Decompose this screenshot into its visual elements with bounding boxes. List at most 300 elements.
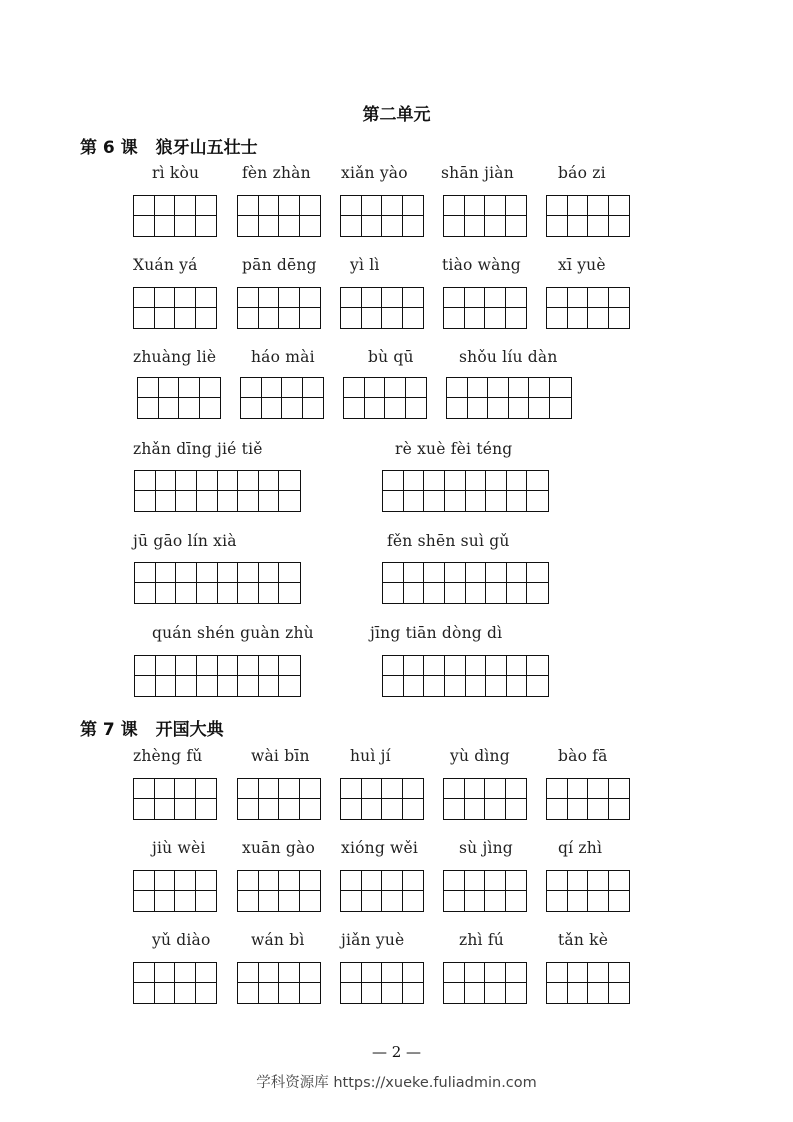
grid-cell[interactable]	[300, 871, 321, 891]
grid-cell[interactable]	[135, 583, 156, 603]
grid-cell[interactable]	[259, 196, 280, 216]
grid-cell[interactable]	[300, 308, 321, 328]
grid-cell[interactable]	[238, 216, 259, 236]
grid-cell[interactable]	[196, 871, 217, 891]
writing-grid[interactable]	[443, 778, 527, 820]
grid-cell[interactable]	[218, 656, 239, 676]
grid-cell[interactable]	[279, 871, 300, 891]
grid-cell[interactable]	[241, 398, 262, 418]
grid-cell[interactable]	[175, 799, 196, 819]
grid-cell[interactable]	[444, 779, 465, 799]
grid-cell[interactable]	[179, 378, 200, 398]
grid-cell[interactable]	[279, 983, 300, 1003]
grid-cell[interactable]	[609, 196, 630, 216]
grid-cell[interactable]	[134, 963, 155, 983]
grid-cell[interactable]	[259, 656, 280, 676]
grid-cell[interactable]	[176, 676, 197, 696]
grid-cell[interactable]	[403, 308, 424, 328]
grid-cell[interactable]	[175, 216, 196, 236]
grid-cell[interactable]	[445, 583, 466, 603]
grid-cell[interactable]	[550, 378, 571, 398]
writing-grid[interactable]	[343, 377, 427, 419]
grid-cell[interactable]	[197, 676, 218, 696]
grid-cell[interactable]	[200, 398, 221, 418]
grid-cell[interactable]	[135, 563, 156, 583]
grid-cell[interactable]	[547, 308, 568, 328]
grid-cell[interactable]	[382, 308, 403, 328]
grid-cell[interactable]	[465, 963, 486, 983]
grid-cell[interactable]	[134, 871, 155, 891]
grid-cell[interactable]	[588, 196, 609, 216]
grid-cell[interactable]	[259, 983, 280, 1003]
writing-grid[interactable]	[237, 870, 321, 912]
grid-cell[interactable]	[609, 779, 630, 799]
grid-cell[interactable]	[485, 983, 506, 1003]
grid-cell[interactable]	[341, 288, 362, 308]
grid-cell[interactable]	[156, 583, 177, 603]
grid-cell[interactable]	[529, 398, 550, 418]
grid-cell[interactable]	[282, 378, 303, 398]
grid-cell[interactable]	[238, 656, 259, 676]
grid-cell[interactable]	[279, 196, 300, 216]
grid-cell[interactable]	[134, 779, 155, 799]
writing-grid[interactable]	[133, 870, 217, 912]
writing-grid[interactable]	[546, 778, 630, 820]
grid-cell[interactable]	[279, 963, 300, 983]
grid-cell[interactable]	[404, 676, 425, 696]
writing-grid[interactable]	[133, 195, 217, 237]
grid-cell[interactable]	[588, 963, 609, 983]
grid-cell[interactable]	[385, 378, 406, 398]
grid-cell[interactable]	[262, 398, 283, 418]
grid-cell[interactable]	[506, 216, 527, 236]
writing-grid[interactable]	[134, 470, 301, 512]
grid-cell[interactable]	[568, 799, 589, 819]
grid-cell[interactable]	[506, 799, 527, 819]
writing-grid[interactable]	[546, 870, 630, 912]
grid-cell[interactable]	[465, 891, 486, 911]
grid-cell[interactable]	[196, 963, 217, 983]
writing-grid[interactable]	[133, 962, 217, 1004]
grid-cell[interactable]	[488, 378, 509, 398]
grid-cell[interactable]	[218, 583, 239, 603]
grid-cell[interactable]	[506, 288, 527, 308]
grid-cell[interactable]	[588, 288, 609, 308]
grid-cell[interactable]	[279, 216, 300, 236]
grid-cell[interactable]	[362, 196, 383, 216]
writing-grid[interactable]	[237, 287, 321, 329]
grid-cell[interactable]	[485, 288, 506, 308]
grid-cell[interactable]	[382, 288, 403, 308]
grid-cell[interactable]	[134, 799, 155, 819]
grid-cell[interactable]	[341, 216, 362, 236]
grid-cell[interactable]	[155, 196, 176, 216]
grid-cell[interactable]	[404, 471, 425, 491]
grid-cell[interactable]	[155, 891, 176, 911]
grid-cell[interactable]	[300, 963, 321, 983]
grid-cell[interactable]	[568, 871, 589, 891]
grid-cell[interactable]	[155, 983, 176, 1003]
grid-cell[interactable]	[135, 656, 156, 676]
grid-cell[interactable]	[362, 983, 383, 1003]
grid-cell[interactable]	[238, 491, 259, 511]
grid-cell[interactable]	[406, 398, 427, 418]
grid-cell[interactable]	[507, 491, 528, 511]
grid-cell[interactable]	[509, 398, 530, 418]
grid-cell[interactable]	[444, 196, 465, 216]
writing-grid[interactable]	[237, 778, 321, 820]
grid-cell[interactable]	[279, 563, 300, 583]
grid-cell[interactable]	[138, 398, 159, 418]
grid-cell[interactable]	[241, 378, 262, 398]
grid-cell[interactable]	[259, 491, 280, 511]
grid-cell[interactable]	[609, 288, 630, 308]
writing-grid[interactable]	[382, 655, 549, 697]
grid-cell[interactable]	[465, 308, 486, 328]
grid-cell[interactable]	[485, 963, 506, 983]
grid-cell[interactable]	[156, 676, 177, 696]
grid-cell[interactable]	[568, 779, 589, 799]
grid-cell[interactable]	[486, 583, 507, 603]
grid-cell[interactable]	[196, 288, 217, 308]
grid-cell[interactable]	[466, 563, 487, 583]
grid-cell[interactable]	[279, 676, 300, 696]
grid-cell[interactable]	[155, 288, 176, 308]
grid-cell[interactable]	[197, 471, 218, 491]
grid-cell[interactable]	[176, 583, 197, 603]
grid-cell[interactable]	[134, 216, 155, 236]
grid-cell[interactable]	[175, 871, 196, 891]
grid-cell[interactable]	[486, 563, 507, 583]
grid-cell[interactable]	[466, 491, 487, 511]
grid-cell[interactable]	[465, 871, 486, 891]
grid-cell[interactable]	[259, 583, 280, 603]
grid-cell[interactable]	[238, 779, 259, 799]
grid-cell[interactable]	[155, 799, 176, 819]
writing-grid[interactable]	[137, 377, 221, 419]
writing-grid[interactable]	[240, 377, 324, 419]
grid-cell[interactable]	[382, 983, 403, 1003]
grid-cell[interactable]	[383, 491, 404, 511]
grid-cell[interactable]	[588, 891, 609, 911]
grid-cell[interactable]	[382, 779, 403, 799]
grid-cell[interactable]	[383, 656, 404, 676]
grid-cell[interactable]	[259, 308, 280, 328]
grid-cell[interactable]	[527, 656, 548, 676]
grid-cell[interactable]	[465, 983, 486, 1003]
grid-cell[interactable]	[468, 398, 489, 418]
grid-cell[interactable]	[486, 471, 507, 491]
writing-grid[interactable]	[133, 778, 217, 820]
grid-cell[interactable]	[344, 378, 365, 398]
grid-cell[interactable]	[382, 216, 403, 236]
grid-cell[interactable]	[403, 983, 424, 1003]
grid-cell[interactable]	[155, 871, 176, 891]
grid-cell[interactable]	[506, 779, 527, 799]
writing-grid[interactable]	[134, 655, 301, 697]
grid-cell[interactable]	[568, 196, 589, 216]
grid-cell[interactable]	[465, 799, 486, 819]
grid-cell[interactable]	[259, 676, 280, 696]
grid-cell[interactable]	[300, 288, 321, 308]
grid-cell[interactable]	[465, 216, 486, 236]
grid-cell[interactable]	[344, 398, 365, 418]
grid-cell[interactable]	[156, 563, 177, 583]
writing-grid[interactable]	[340, 778, 424, 820]
grid-cell[interactable]	[238, 288, 259, 308]
grid-cell[interactable]	[444, 799, 465, 819]
grid-cell[interactable]	[362, 891, 383, 911]
grid-cell[interactable]	[196, 196, 217, 216]
grid-cell[interactable]	[238, 799, 259, 819]
grid-cell[interactable]	[447, 398, 468, 418]
grid-cell[interactable]	[383, 563, 404, 583]
grid-cell[interactable]	[383, 471, 404, 491]
grid-cell[interactable]	[300, 779, 321, 799]
grid-cell[interactable]	[238, 583, 259, 603]
grid-cell[interactable]	[279, 799, 300, 819]
writing-grid[interactable]	[340, 195, 424, 237]
grid-cell[interactable]	[259, 799, 280, 819]
grid-cell[interactable]	[300, 983, 321, 1003]
grid-cell[interactable]	[507, 656, 528, 676]
grid-cell[interactable]	[218, 676, 239, 696]
grid-cell[interactable]	[547, 779, 568, 799]
grid-cell[interactable]	[547, 196, 568, 216]
grid-cell[interactable]	[507, 471, 528, 491]
grid-cell[interactable]	[382, 963, 403, 983]
writing-grid[interactable]	[133, 287, 217, 329]
grid-cell[interactable]	[300, 196, 321, 216]
grid-cell[interactable]	[588, 216, 609, 236]
grid-cell[interactable]	[485, 216, 506, 236]
grid-cell[interactable]	[196, 216, 217, 236]
grid-cell[interactable]	[197, 583, 218, 603]
grid-cell[interactable]	[609, 963, 630, 983]
grid-cell[interactable]	[362, 799, 383, 819]
grid-cell[interactable]	[485, 779, 506, 799]
grid-cell[interactable]	[341, 308, 362, 328]
grid-cell[interactable]	[365, 398, 386, 418]
grid-cell[interactable]	[588, 799, 609, 819]
grid-cell[interactable]	[259, 779, 280, 799]
grid-cell[interactable]	[547, 216, 568, 236]
grid-cell[interactable]	[362, 288, 383, 308]
grid-cell[interactable]	[486, 656, 507, 676]
grid-cell[interactable]	[259, 471, 280, 491]
grid-cell[interactable]	[444, 288, 465, 308]
grid-cell[interactable]	[135, 676, 156, 696]
grid-cell[interactable]	[262, 378, 283, 398]
grid-cell[interactable]	[196, 308, 217, 328]
grid-cell[interactable]	[134, 308, 155, 328]
grid-cell[interactable]	[382, 799, 403, 819]
grid-cell[interactable]	[179, 398, 200, 418]
grid-cell[interactable]	[507, 676, 528, 696]
grid-cell[interactable]	[468, 378, 489, 398]
grid-cell[interactable]	[218, 471, 239, 491]
grid-cell[interactable]	[362, 216, 383, 236]
grid-cell[interactable]	[466, 471, 487, 491]
grid-cell[interactable]	[134, 288, 155, 308]
grid-cell[interactable]	[447, 378, 468, 398]
grid-cell[interactable]	[175, 983, 196, 1003]
grid-cell[interactable]	[507, 583, 528, 603]
grid-cell[interactable]	[156, 471, 177, 491]
grid-cell[interactable]	[547, 799, 568, 819]
grid-cell[interactable]	[588, 983, 609, 1003]
grid-cell[interactable]	[300, 799, 321, 819]
grid-cell[interactable]	[445, 491, 466, 511]
grid-cell[interactable]	[424, 676, 445, 696]
grid-cell[interactable]	[279, 779, 300, 799]
grid-cell[interactable]	[238, 891, 259, 911]
writing-grid[interactable]	[443, 870, 527, 912]
grid-cell[interactable]	[238, 563, 259, 583]
writing-grid[interactable]	[382, 562, 549, 604]
grid-cell[interactable]	[341, 196, 362, 216]
grid-cell[interactable]	[485, 196, 506, 216]
grid-cell[interactable]	[424, 471, 445, 491]
grid-cell[interactable]	[444, 891, 465, 911]
grid-cell[interactable]	[196, 891, 217, 911]
grid-cell[interactable]	[282, 398, 303, 418]
grid-cell[interactable]	[259, 891, 280, 911]
grid-cell[interactable]	[445, 656, 466, 676]
grid-cell[interactable]	[444, 871, 465, 891]
grid-cell[interactable]	[197, 491, 218, 511]
grid-cell[interactable]	[341, 779, 362, 799]
grid-cell[interactable]	[588, 779, 609, 799]
grid-cell[interactable]	[279, 288, 300, 308]
grid-cell[interactable]	[403, 871, 424, 891]
grid-cell[interactable]	[385, 398, 406, 418]
grid-cell[interactable]	[466, 656, 487, 676]
writing-grid[interactable]	[443, 962, 527, 1004]
grid-cell[interactable]	[486, 491, 507, 511]
grid-cell[interactable]	[445, 676, 466, 696]
grid-cell[interactable]	[488, 398, 509, 418]
grid-cell[interactable]	[303, 398, 324, 418]
grid-cell[interactable]	[509, 378, 530, 398]
grid-cell[interactable]	[568, 308, 589, 328]
grid-cell[interactable]	[303, 378, 324, 398]
writing-grid[interactable]	[340, 962, 424, 1004]
grid-cell[interactable]	[155, 779, 176, 799]
writing-grid[interactable]	[340, 870, 424, 912]
grid-cell[interactable]	[300, 891, 321, 911]
grid-cell[interactable]	[382, 196, 403, 216]
grid-cell[interactable]	[547, 983, 568, 1003]
grid-cell[interactable]	[550, 398, 571, 418]
grid-cell[interactable]	[279, 656, 300, 676]
writing-grid[interactable]	[340, 287, 424, 329]
grid-cell[interactable]	[155, 963, 176, 983]
grid-cell[interactable]	[279, 471, 300, 491]
grid-cell[interactable]	[155, 308, 176, 328]
grid-cell[interactable]	[609, 308, 630, 328]
writing-grid[interactable]	[546, 195, 630, 237]
grid-cell[interactable]	[507, 563, 528, 583]
grid-cell[interactable]	[609, 891, 630, 911]
grid-cell[interactable]	[134, 983, 155, 1003]
grid-cell[interactable]	[406, 378, 427, 398]
grid-cell[interactable]	[259, 216, 280, 236]
writing-grid[interactable]	[382, 470, 549, 512]
grid-cell[interactable]	[341, 891, 362, 911]
grid-cell[interactable]	[403, 288, 424, 308]
grid-cell[interactable]	[403, 779, 424, 799]
grid-cell[interactable]	[403, 799, 424, 819]
grid-cell[interactable]	[175, 196, 196, 216]
grid-cell[interactable]	[568, 983, 589, 1003]
grid-cell[interactable]	[609, 216, 630, 236]
grid-cell[interactable]	[547, 963, 568, 983]
grid-cell[interactable]	[485, 891, 506, 911]
grid-cell[interactable]	[465, 196, 486, 216]
grid-cell[interactable]	[529, 378, 550, 398]
grid-cell[interactable]	[341, 799, 362, 819]
grid-cell[interactable]	[383, 676, 404, 696]
grid-cell[interactable]	[466, 583, 487, 603]
writing-grid[interactable]	[443, 195, 527, 237]
grid-cell[interactable]	[547, 288, 568, 308]
grid-cell[interactable]	[300, 216, 321, 236]
grid-cell[interactable]	[134, 196, 155, 216]
grid-cell[interactable]	[403, 216, 424, 236]
grid-cell[interactable]	[568, 288, 589, 308]
grid-cell[interactable]	[135, 471, 156, 491]
grid-cell[interactable]	[424, 656, 445, 676]
grid-cell[interactable]	[527, 563, 548, 583]
grid-cell[interactable]	[506, 871, 527, 891]
writing-grid[interactable]	[546, 287, 630, 329]
grid-cell[interactable]	[200, 378, 221, 398]
grid-cell[interactable]	[238, 676, 259, 696]
writing-grid[interactable]	[546, 962, 630, 1004]
grid-cell[interactable]	[568, 891, 589, 911]
grid-cell[interactable]	[444, 216, 465, 236]
grid-cell[interactable]	[382, 891, 403, 911]
grid-cell[interactable]	[176, 656, 197, 676]
grid-cell[interactable]	[175, 963, 196, 983]
grid-cell[interactable]	[527, 491, 548, 511]
grid-cell[interactable]	[175, 891, 196, 911]
grid-cell[interactable]	[404, 491, 425, 511]
grid-cell[interactable]	[568, 963, 589, 983]
grid-cell[interactable]	[155, 216, 176, 236]
grid-cell[interactable]	[465, 779, 486, 799]
grid-cell[interactable]	[175, 779, 196, 799]
grid-cell[interactable]	[279, 491, 300, 511]
grid-cell[interactable]	[238, 196, 259, 216]
grid-cell[interactable]	[424, 583, 445, 603]
writing-grid[interactable]	[443, 287, 527, 329]
grid-cell[interactable]	[196, 799, 217, 819]
grid-cell[interactable]	[134, 891, 155, 911]
grid-cell[interactable]	[156, 491, 177, 511]
writing-grid[interactable]	[134, 562, 301, 604]
grid-cell[interactable]	[159, 398, 180, 418]
grid-cell[interactable]	[506, 983, 527, 1003]
grid-cell[interactable]	[403, 963, 424, 983]
grid-cell[interactable]	[196, 779, 217, 799]
grid-cell[interactable]	[176, 563, 197, 583]
grid-cell[interactable]	[445, 471, 466, 491]
grid-cell[interactable]	[362, 871, 383, 891]
grid-cell[interactable]	[362, 308, 383, 328]
grid-cell[interactable]	[547, 891, 568, 911]
